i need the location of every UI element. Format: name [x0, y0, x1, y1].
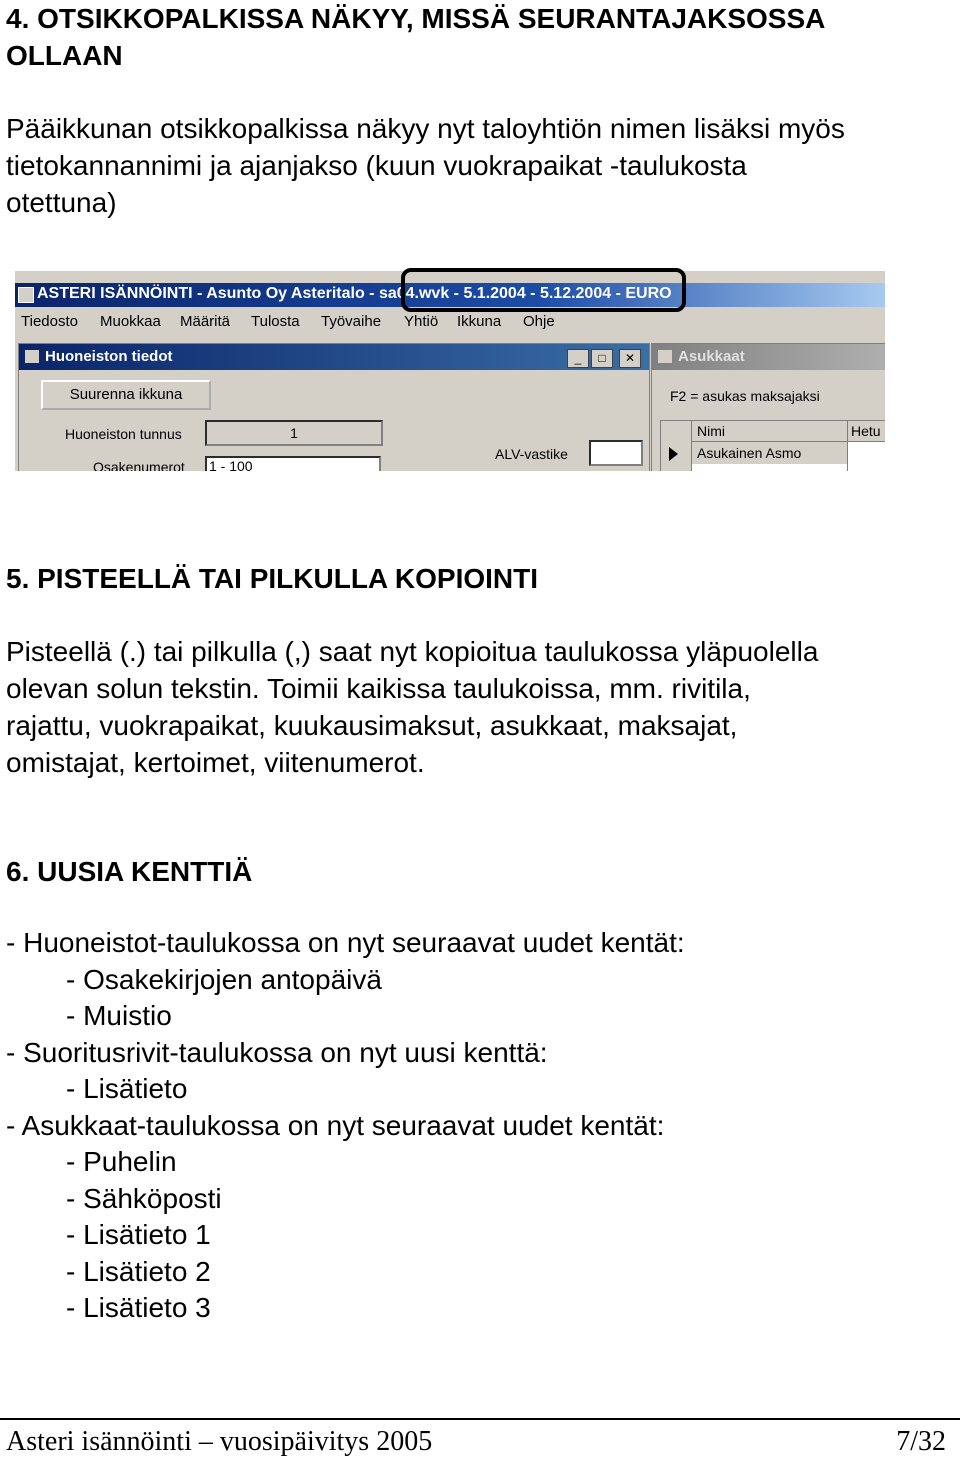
highlight-circle — [401, 268, 686, 312]
menu-item-tyovaihe[interactable]: Työvaihe — [321, 313, 382, 330]
section4-para-line2: tietokannannimi ja ajanjakso (kuun vuokrapaikat -taulukosta — [6, 150, 747, 181]
list-item: - Lisätieto — [66, 1073, 188, 1104]
asukas-row-name[interactable]: Asukainen Asmo — [697, 445, 802, 461]
suurenna-ikkuna-button[interactable]: Suurenna ikkuna — [41, 380, 211, 410]
column-header-hetu[interactable]: Hetu — [851, 423, 881, 439]
section4-heading — [6, 0, 825, 74]
footer-rule — [0, 1418, 960, 1420]
section4-heading-line2: OLLAAN — [6, 40, 123, 71]
menu-item-maarita[interactable]: Määritä — [180, 313, 231, 330]
huoneiston-tunnus-label: Huoneiston tunnus — [65, 426, 182, 442]
huoneiston-tiedot-window — [18, 343, 650, 471]
window-icon — [658, 350, 672, 363]
section5-heading: 5. PISTEELLÄ TAI PILKULLA KOPIOINTI — [6, 563, 539, 594]
list-item: - Suoritusrivit-taulukossa on nyt uusi kenttä: — [6, 1036, 548, 1068]
current-row-arrow-icon — [669, 447, 678, 461]
section4-para-line3: otettuna) — [6, 187, 117, 218]
list-item: - Huoneistot-taulukossa on nyt seuraavat uudet kentät: — [6, 927, 685, 958]
osakenumerot-field[interactable]: 1 - 100 — [205, 456, 381, 471]
alv-vastike-field[interactable] — [589, 440, 643, 466]
osakenumerot-label: Osakenumerot — [93, 459, 185, 471]
section4-heading-line1: 4. OTSIKKOPALKISSA NÄKYY, MISSÄ SEURANTAJAKSOSSA — [6, 3, 826, 34]
asukkaat-window — [651, 343, 885, 471]
section5-para-line2: olevan solun tekstin. Toimii kaikissa taulukoissa, mm. rivitila, — [6, 673, 751, 704]
asukkaat-grid — [660, 420, 885, 471]
app-title: ASTERI ISÄNNÖINTI - Asunto Oy Asteritalo - sa04.wvk - 5.1.2004 - 5.12.2004 - EURO — [37, 285, 672, 302]
maximize-icon[interactable]: □ — [591, 349, 613, 368]
menu-item-ikkuna[interactable]: Ikkuna — [457, 313, 502, 330]
list-item: - Puhelin — [66, 1146, 177, 1177]
menu-item-muokkaa[interactable]: Muokkaa — [100, 313, 161, 330]
asukkaat-titlebar — [652, 344, 885, 370]
section6-heading: 6. UUSIA KENTTIÄ — [6, 856, 253, 887]
menu-bar — [15, 309, 885, 333]
huoneiston-tiedot-titlebar — [19, 344, 649, 370]
section5-para-line3: rajattu, vuokrapaikat, kuukausimaksut, asukkaat, maksajat, — [6, 710, 738, 741]
section5-para-line1: Pisteellä (.) tai pilkulla (,) saat nyt kopioitua taulukossa yläpuolella — [6, 636, 819, 667]
column-header-nimi[interactable]: Nimi — [697, 423, 725, 439]
huoneiston-tiedot-title: Huoneiston tiedot — [45, 348, 173, 365]
menu-item-yhtio[interactable]: Yhtiö — [404, 313, 439, 330]
menu-item-tiedosto[interactable]: Tiedosto — [21, 313, 78, 330]
menu-item-tulosta[interactable]: Tulosta — [251, 313, 300, 330]
app-icon — [18, 287, 34, 303]
alv-vastike-label: ALV-vastike — [495, 446, 568, 462]
section4-paragraph — [6, 110, 845, 221]
asukkaat-hint: F2 = asukas maksajaksi — [670, 388, 820, 404]
list-item: - Lisätieto 2 — [66, 1255, 211, 1287]
menu-item-ohje[interactable]: Ohje — [523, 313, 555, 330]
list-item: - Sähköposti — [66, 1182, 222, 1214]
list-item: - Lisätieto 1 — [66, 1219, 211, 1250]
section5-paragraph — [6, 633, 818, 781]
section5-para-line4: omistajat, kertoimet, viitenumerot. — [6, 747, 425, 778]
close-icon[interactable]: ✕ — [619, 349, 641, 368]
footer-title: Asteri isännöinti – vuosipäivitys 2005 — [6, 1426, 433, 1457]
column-divider — [847, 421, 848, 471]
list-item: - Muistio — [66, 1000, 172, 1031]
list-item: - Asukkaat-taulukossa on nyt seuraavat uudet kentät: — [6, 1109, 665, 1141]
window-icon — [25, 350, 39, 363]
row-selector-column — [661, 421, 692, 471]
list-item: - Osakekirjojen antopäivä — [66, 963, 382, 995]
list-item: - Lisätieto 3 — [66, 1292, 211, 1323]
minimize-icon[interactable]: _ — [567, 349, 589, 368]
section4-para-line1: Pääikkunan otsikkopalkissa näkyy nyt taloyhtiön nimen lisäksi myös — [6, 113, 845, 144]
page-number: 7/32 — [896, 1426, 946, 1457]
asukkaat-title: Asukkaat — [678, 348, 745, 365]
new-fields-list — [6, 925, 685, 1327]
huoneiston-tunnus-field[interactable]: 1 — [205, 420, 383, 446]
